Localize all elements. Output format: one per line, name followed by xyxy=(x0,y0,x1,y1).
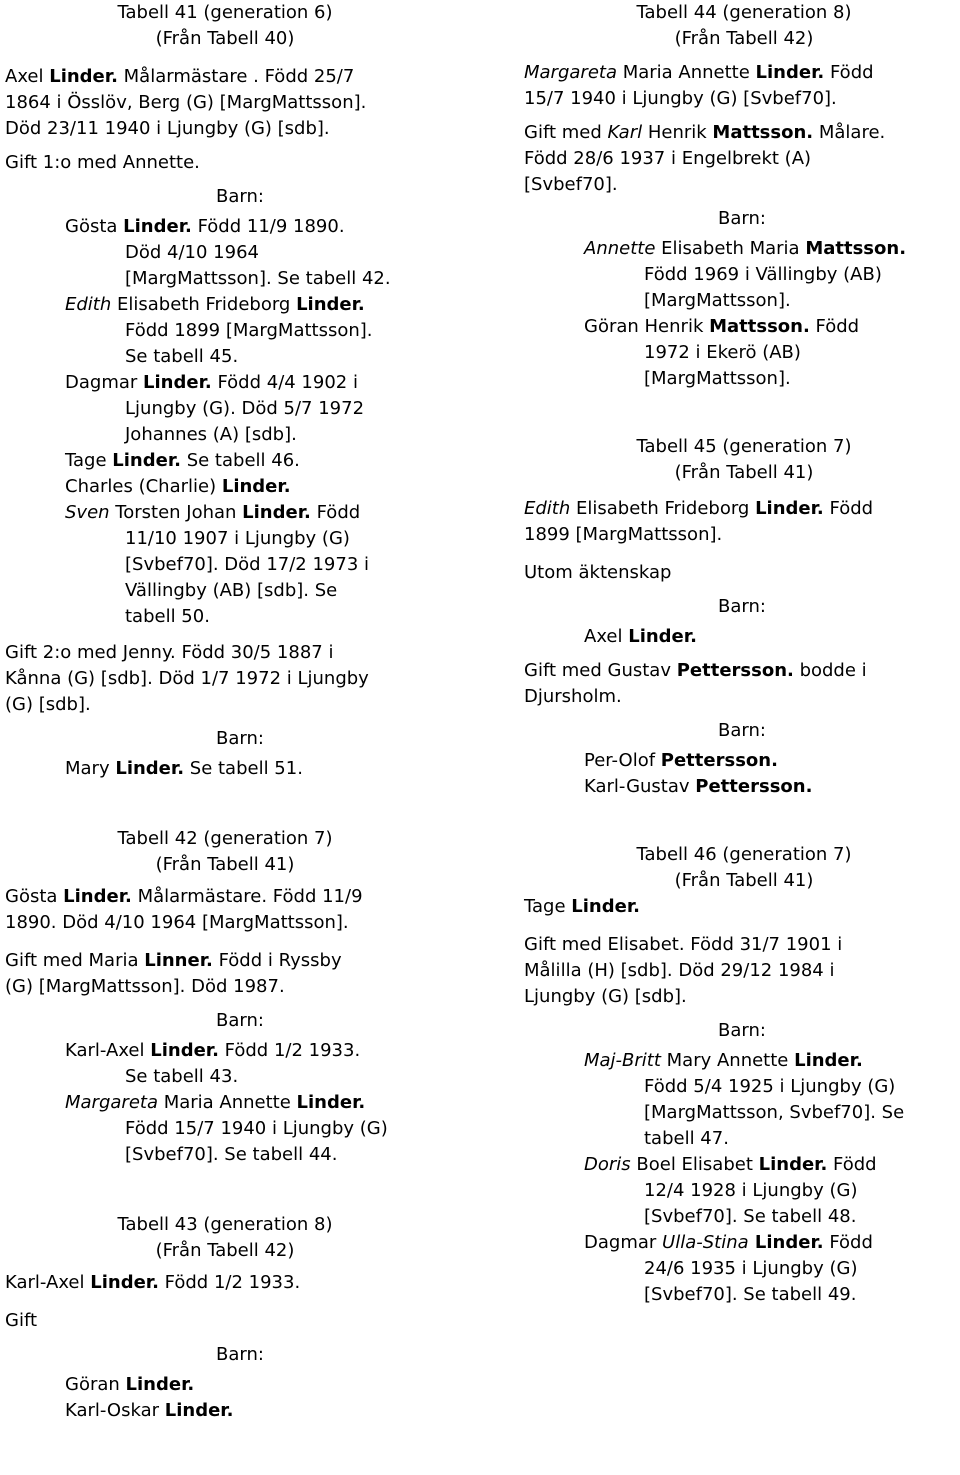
marriage-paragraph: Gift 1:o med Annette. xyxy=(5,152,200,173)
table-45 xyxy=(524,434,960,800)
children-heading: Barn: xyxy=(718,596,766,617)
list-item: Göran Henrik Mattsson. Född 1972 i Ekerö (AB) [MargMattsson]. xyxy=(584,316,860,389)
person-paragraph: Axel Linder. Målarmästare . Född 25/7 1864 i Össlöv, Berg (G) [MargMattsson]. Död 23/11 1940 i Ljungby (G) [sdb]. xyxy=(5,66,367,139)
table-source: (Från Tabell 41) xyxy=(155,854,295,875)
table-43 xyxy=(5,1212,475,1424)
children-heading: Barn: xyxy=(216,1010,264,1031)
list-item: Dagmar Linder. Född 4/4 1902 i Ljungby (G). Död 5/7 1972 Johannes (A) [sdb]. xyxy=(65,372,365,445)
table-42-heading xyxy=(5,826,445,878)
table-46-heading xyxy=(524,842,960,894)
children-heading: Barn: xyxy=(718,1020,766,1041)
marriage-paragraph: Gift med Maria Linner. Född i Ryssby (G) [MargMattsson]. Död 1987. xyxy=(5,950,342,997)
marriage-paragraph: Gift med Gustav Pettersson. bodde i Djursholm. xyxy=(524,660,867,707)
table-source: (Från Tabell 42) xyxy=(674,28,814,49)
list-item: Annette Elisabeth Maria Mattsson. Född 1969 i Vällingby (AB) [MargMattsson]. xyxy=(584,238,907,311)
table-title: Tabell 44 (generation 8) xyxy=(636,2,852,23)
person-paragraph: Tage Linder. xyxy=(524,896,640,917)
right-column xyxy=(524,0,960,1308)
table-42 xyxy=(5,826,475,1168)
list-item: Margareta Maria Annette Linder. Född 15/7 1940 i Ljungby (G) [Svbef70]. Se tabell 44. xyxy=(65,1092,388,1165)
children-heading: Barn: xyxy=(718,208,766,229)
table-source: (Från Tabell 42) xyxy=(155,1240,295,1261)
table-41 xyxy=(5,0,475,782)
table-title: Tabell 45 (generation 7) xyxy=(636,436,852,457)
list-item: Axel Linder. xyxy=(584,626,697,647)
table-45-heading xyxy=(524,434,960,486)
list-item: Karl-Axel Linder. Född 1/2 1933. Se tabell 43. xyxy=(65,1040,361,1087)
table-title: Tabell 41 (generation 6) xyxy=(117,2,333,23)
list-item: Edith Elisabeth Frideborg Linder. Född 1899 [MargMattsson]. Se tabell 45. xyxy=(65,294,373,367)
person-paragraph: Gösta Linder. Målarmästare. Född 11/9 1890. Död 4/10 1964 [MargMattsson]. xyxy=(5,886,363,933)
children-heading: Barn: xyxy=(216,1344,264,1365)
marriage-paragraph: Gift med Karl Henrik Mattsson. Målare. Född 28/6 1937 i Engelbrekt (A) [Svbef70]. xyxy=(524,122,886,195)
list-item: Per-Olof Pettersson. xyxy=(584,750,778,771)
marriage-paragraph: Gift med Elisabet. Född 31/7 1901 i Målilla (H) [sdb]. Död 29/12 1984 i Ljungby (G) [sdb]. xyxy=(524,934,843,1007)
list-item: Karl-Oskar Linder. xyxy=(65,1400,234,1421)
person-paragraph: Karl-Axel Linder. Född 1/2 1933. xyxy=(5,1272,301,1293)
table-46 xyxy=(524,842,960,1308)
list-item: Doris Boel Elisabet Linder. Född 12/4 1928 i Ljungby (G) [Svbef70]. Se tabell 48. xyxy=(584,1154,877,1227)
list-item: Mary Linder. Se tabell 51. xyxy=(65,758,303,779)
table-source: (Från Tabell 41) xyxy=(674,462,814,483)
list-item: Göran Linder. xyxy=(65,1374,195,1395)
list-item: Tage Linder. Se tabell 46. xyxy=(65,450,300,471)
list-item: Maj-Britt Mary Annette Linder. Född 5/4 1925 i Ljungby (G) [MargMattsson, Svbef70]. Se tabell 47. xyxy=(584,1050,905,1149)
table-44 xyxy=(524,0,960,392)
list-item: Charles (Charlie) Linder. xyxy=(65,476,291,497)
left-column xyxy=(5,0,475,1424)
table-source: (Från Tabell 41) xyxy=(674,870,814,891)
list-item: Karl-Gustav Pettersson. xyxy=(584,776,813,797)
person-paragraph: Margareta Maria Annette Linder. Född 15/7 1940 i Ljungby (G) [Svbef70]. xyxy=(524,62,874,109)
person-paragraph: Edith Elisabeth Frideborg Linder. Född 1899 [MargMattsson]. xyxy=(524,498,874,545)
table-source: (Från Tabell 40) xyxy=(155,28,295,49)
table-title: Tabell 43 (generation 8) xyxy=(117,1214,333,1235)
table-44-heading xyxy=(524,0,960,52)
relation-paragraph: Utom äktenskap xyxy=(524,562,672,583)
table-title: Tabell 42 (generation 7) xyxy=(117,828,333,849)
list-item: Sven Torsten Johan Linder. Född 11/10 1907 i Ljungby (G) [Svbef70]. Död 17/2 1973 i Vällingby (AB) [sdb]. Se tabell 50. xyxy=(65,502,370,627)
children-heading: Barn: xyxy=(216,728,264,749)
marriage-paragraph: Gift 2:o med Jenny. Född 30/5 1887 i Kånna (G) [sdb]. Död 1/7 1972 i Ljungby (G) [sdb]. xyxy=(5,642,369,715)
children-heading: Barn: xyxy=(216,186,264,207)
table-title: Tabell 46 (generation 7) xyxy=(636,844,852,865)
list-item: Dagmar Ulla-Stina Linder. Född 24/6 1935 i Ljungby (G) [Svbef70]. Se tabell 49. xyxy=(584,1232,873,1305)
marriage-paragraph: Gift xyxy=(5,1310,38,1331)
table-43-heading xyxy=(5,1212,445,1264)
children-heading: Barn: xyxy=(718,720,766,741)
table-41-heading xyxy=(5,0,445,52)
list-item: Gösta Linder. Född 11/9 1890. Död 4/10 1964 [MargMattsson]. Se tabell 42. xyxy=(65,216,391,289)
